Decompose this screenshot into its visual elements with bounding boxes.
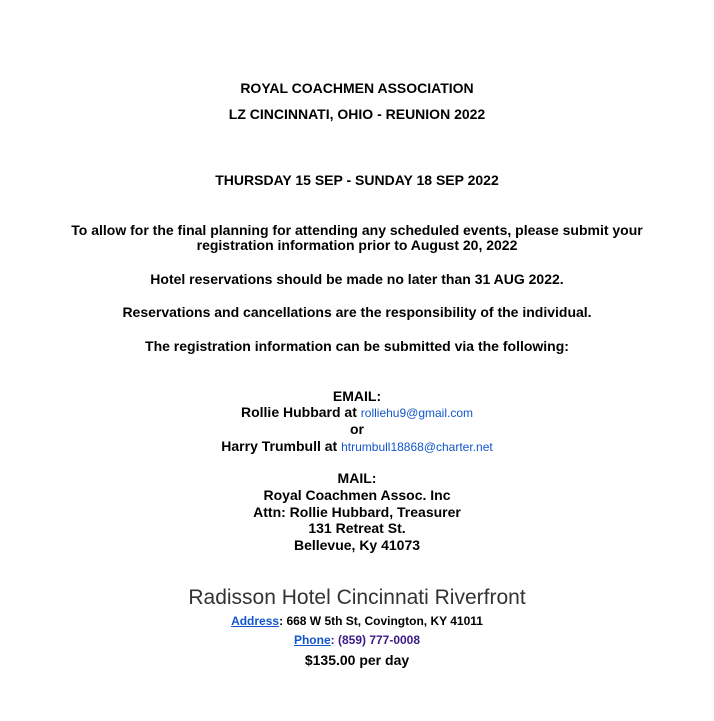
submit-via-text: The registration information can be submitted via the following: — [145, 338, 569, 354]
address-value: 668 W 5th St, Covington, KY 41011 — [286, 614, 483, 628]
hotel-address — [0, 613, 714, 629]
org-title: ROYAL COACHMEN ASSOCIATION — [240, 80, 474, 96]
mail-line-2: Attn: Rollie Hubbard, Treasurer — [253, 504, 461, 520]
contact-1-email-link[interactable]: rolliehu9@gmail.com — [360, 406, 474, 420]
contact-2-email-link[interactable]: htrumbull18868@charter.net — [341, 440, 493, 454]
mail-line-1: Royal Coachmen Assoc. Inc — [263, 487, 451, 503]
phone-value[interactable]: (859) 777-0008 — [337, 633, 421, 647]
phone-label-link[interactable]: Phone — [293, 633, 331, 647]
phone-colon: : — [330, 633, 338, 647]
contact-1-prefix: Rollie Hubbard at — [240, 404, 357, 420]
address-colon: : — [279, 614, 287, 628]
mail-line-4: Bellevue, Ky 41073 — [293, 537, 421, 553]
email-heading: EMAIL: — [332, 388, 382, 404]
reunion-subtitle: LZ CINCINNATI, OHIO - REUNION 2022 — [228, 106, 486, 122]
email-contact-2 — [0, 438, 714, 455]
intro-text-line-1: To allow for the final planning for attending any scheduled events, please submit your — [71, 222, 643, 238]
contact-2-prefix: Harry Trumbull at — [221, 438, 338, 454]
hotel-name: Radisson Hotel Cincinnati Riverfront — [188, 586, 526, 609]
mail-line-3: 131 Retreat St. — [308, 520, 406, 536]
hotel-price: $135.00 per day — [304, 652, 410, 668]
responsibility-text: Reservations and cancellations are the responsibility of the individual. — [122, 304, 592, 320]
mail-heading: MAIL: — [337, 470, 377, 486]
email-contact-1 — [0, 404, 714, 421]
email-or-separator: or — [350, 421, 364, 437]
hotel-deadline-text: Hotel reservations should be made no later than 31 AUG 2022. — [150, 271, 564, 287]
reunion-dates: THURSDAY 15 SEP - SUNDAY 18 SEP 2022 — [215, 172, 499, 188]
hotel-phone — [0, 632, 714, 648]
intro-text-line-2: registration information prior to August 20, 2022 — [196, 237, 518, 253]
address-label-link[interactable]: Address — [231, 614, 280, 628]
